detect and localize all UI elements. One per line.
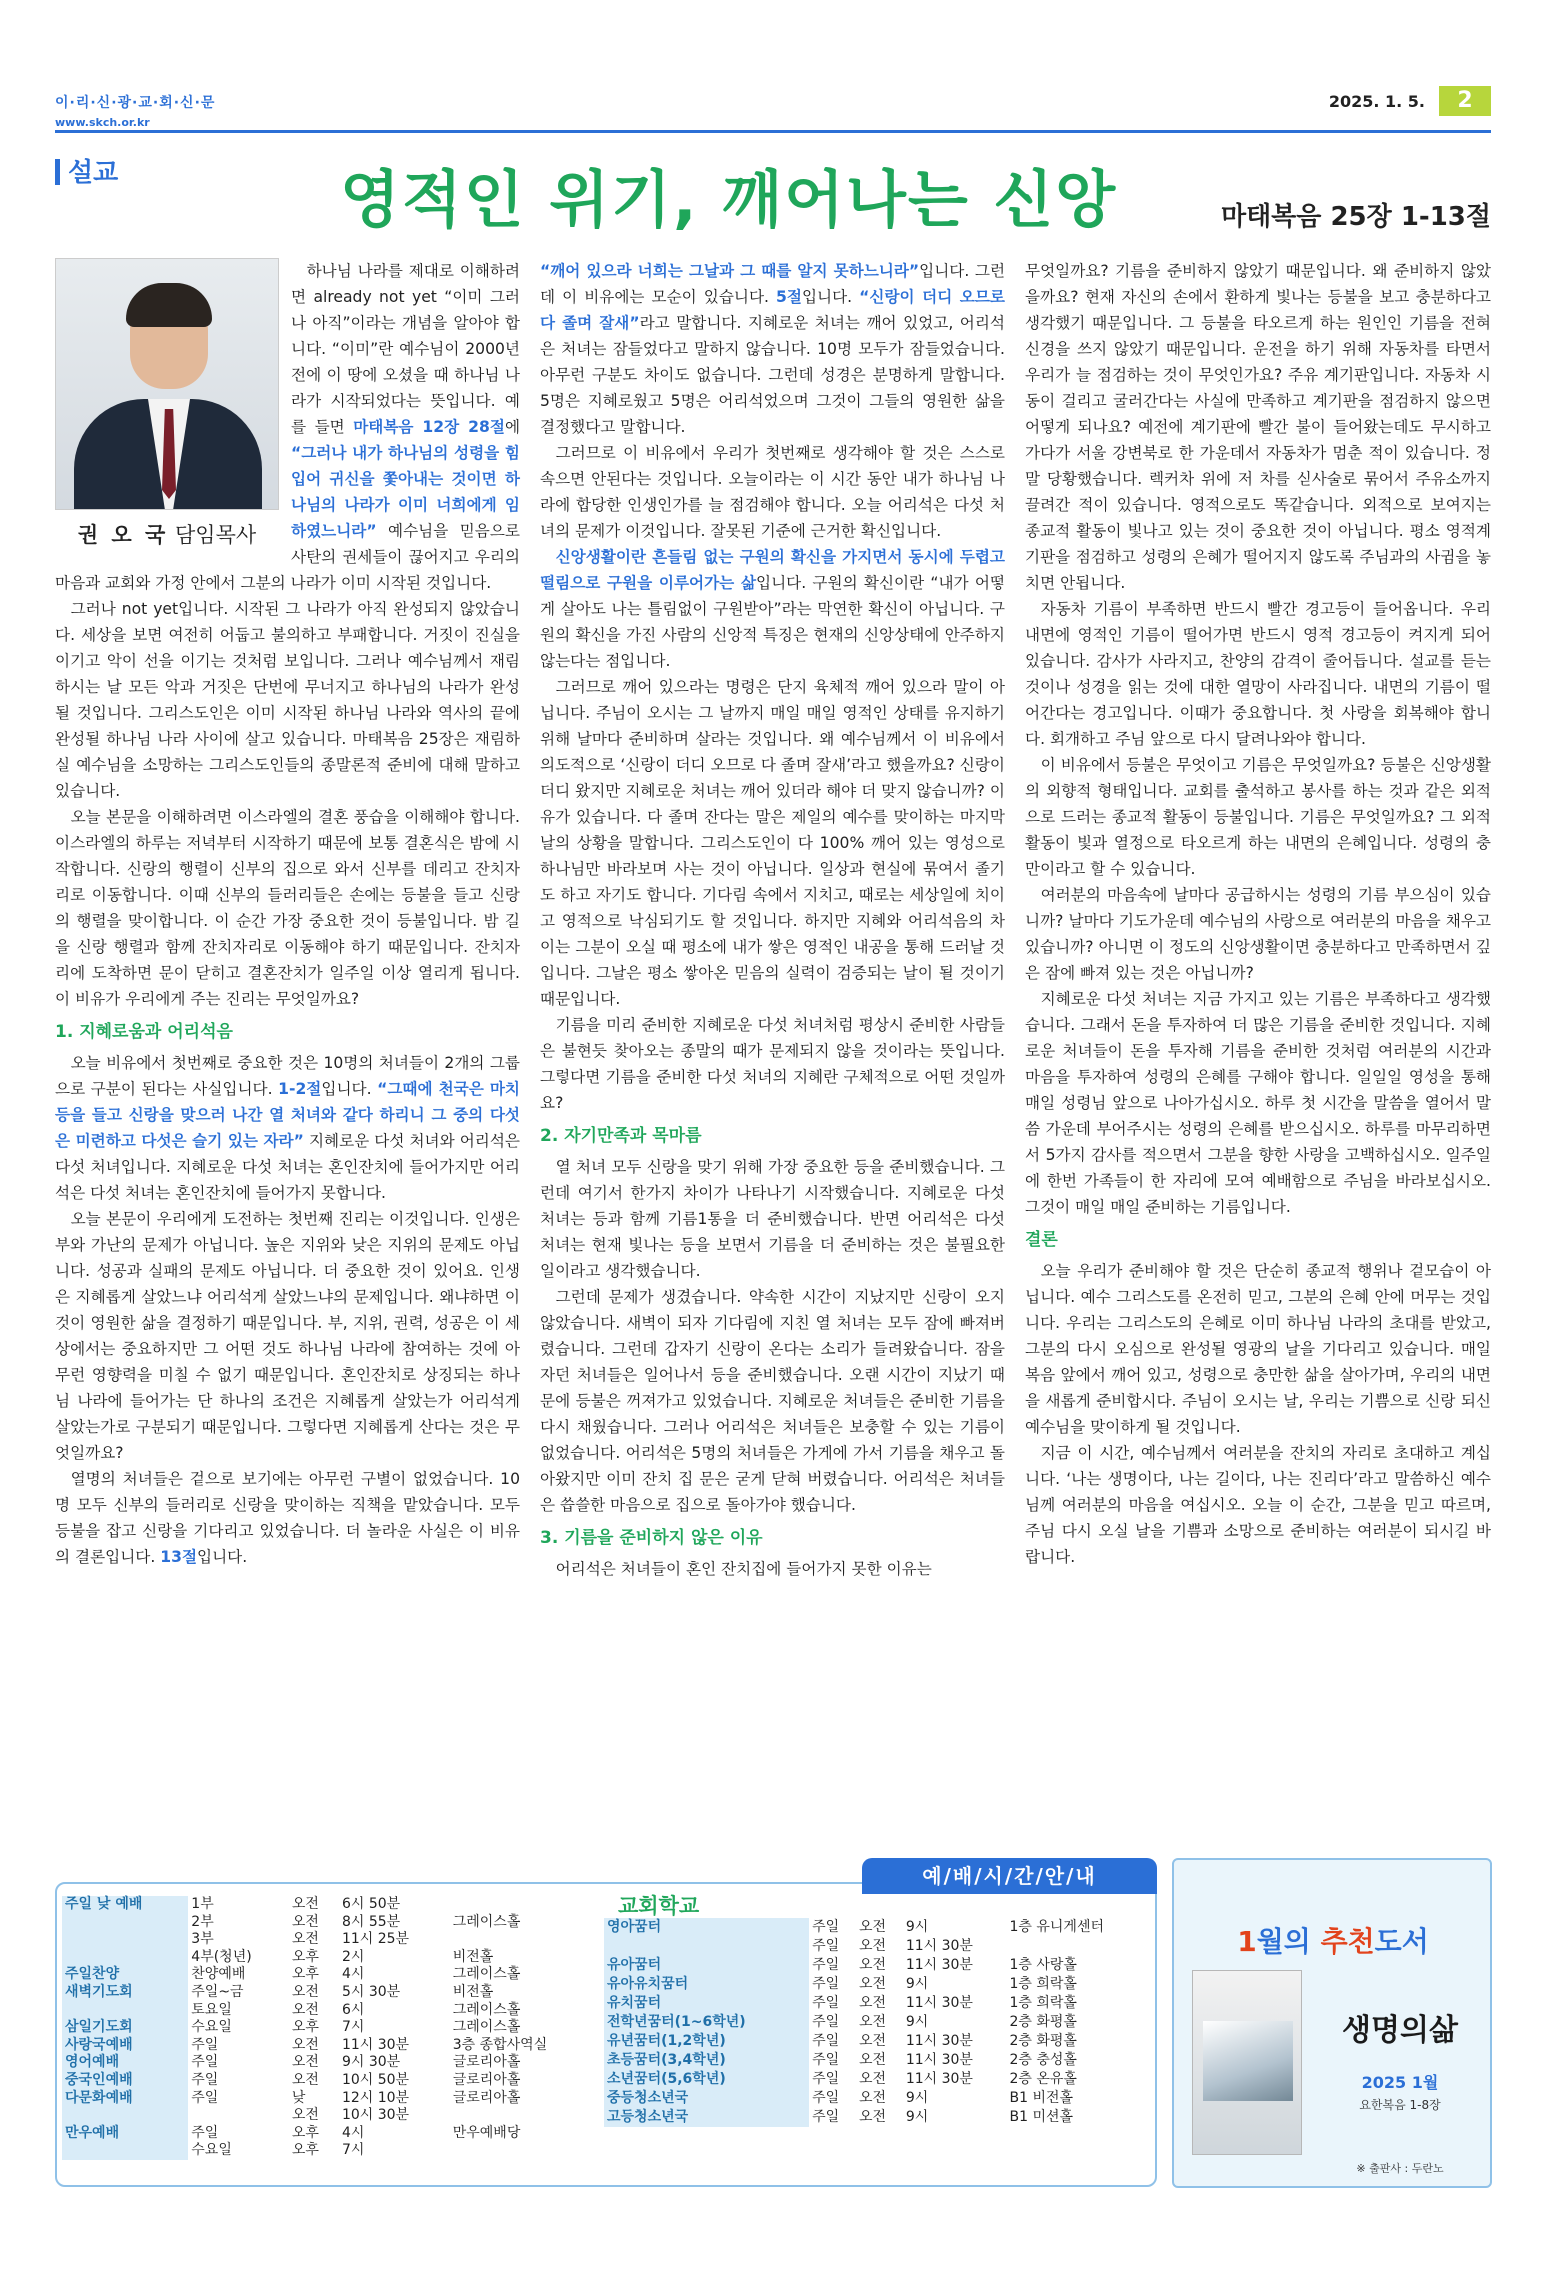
schedule-cell-sub: 주일~금 <box>191 1983 244 2000</box>
schedule-cell-svc: 유치꿈터 <box>604 1994 809 2013</box>
paragraph: 어리석은 처녀들이 혼인 잔치집에 들어가지 못한 이유는 <box>555 1560 932 1578</box>
subheading: 결론 <box>1025 1230 1058 1250</box>
paragraph: 그러므로 이 비유에서 우리가 첫번째로 생각해야 할 것은 스스로 속으면 안된다는 것입니다. 오늘이라는 이 시간 동안 내가 하나님 나라에 합당한 인생인가를 늘 점검해야 합니다. 오늘 어리석은 다섯 처녀의 문제가 이것입니다. 잘못된 기준에 근거한 확신입니다. <box>540 444 1005 540</box>
schedule-row <box>62 2125 602 2143</box>
schedule-cell-svc: 전학년꿈터(1~6학년) <box>604 2013 809 2032</box>
schedule-cell-time: 11시 30분 <box>905 1938 973 1954</box>
schedule-cell-time: 9시 30분 <box>341 2054 401 2071</box>
worship-schedule-tab: 예/배/시/간/안/내 <box>862 1858 1157 1894</box>
schedule-cell-svc: 사랑국예배 <box>62 2037 188 2055</box>
schedule-cell-day: 주일 <box>812 2014 840 2030</box>
bible-ref: 1-2절 <box>278 1080 322 1098</box>
schedule-cell-day: 주일 <box>812 2033 840 2049</box>
schedule-cell-time: 11시 25분 <box>341 1931 410 1948</box>
schedule-cell-sub: 3부 <box>191 1931 214 1948</box>
issue-date: 2025. 1. 5. <box>1328 92 1425 111</box>
schedule-cell-svc <box>62 2002 188 2020</box>
schedule-cell-place <box>450 2142 602 2160</box>
schedule-cell-sub: 주일 <box>191 2071 219 2088</box>
schedule-row <box>62 2072 602 2090</box>
section-bar <box>55 159 60 185</box>
highlight-sentence: 신앙생활이란 흔들림 없는 구원의 확신을 가지면서 동시에 두렵고 떨림으로 구원을 이루어가는 삶 <box>540 548 1005 592</box>
schedule-row <box>604 1937 1149 1956</box>
schedule-cell-day: 주일 <box>812 2090 840 2106</box>
paragraph: 그러나 not yet입니다. 시작된 그 나라가 아직 완성되지 않았습니다. 세상을 보면 여전히 어둡고 불의하고 부패합니다. 거짓이 진실을 이기고 악이 선을 이기는 것처럼 보입니다. 그러나 예수님께서 재림하시는 날 모든 악과 거짓은 단번에 무너지고 하나님의 나라가 완성될 것입니다. 그리스도인은 이미 시작된 하나님 나라와 역사의 끝에 완성될 하나님 나라 사이에 살고 있습니다. 마태복음 25장은 재림하실 예수님을 소망하는 그리스도인들의 종말론적 준비에 대해 말하고 있습니다. <box>55 600 520 800</box>
paragraph: 오늘 비유에서 첫번째로 중요한 것은 10명의 처녀들이 2개의 그룹으로 구분이 된다는 사실입니다. 1-2절입니다. “그때에 천국은 마치 등을 들고 신랑을 맞으러 나간 열 처녀와 같다 하리니 그 중의 다섯은 미련하고 다섯은 슬기 있는 자라” 지혜로운 다섯 처녀와 어리석은 다섯 처녀입니다. 지혜로운 다섯 처녀는 혼인잔치에 들어가지만 어리석은 다섯 처녀는 혼인잔치에 들어가지 못합니다. <box>55 1054 520 1202</box>
newspaper-header <box>55 88 1491 129</box>
church-school-table <box>604 1918 1149 2127</box>
paragraph: 여러분의 마음속에 날마다 공급하시는 성령의 기름 부으심이 있습니까? 날마다 기도가운데 예수님의 사랑으로 여러분의 마음을 채우고 있습니까? 아니면 이 정도의 신앙생활이면 충분하다고 만족하면서 깊은 잠에 빠져 있는 것은 아닙니까? <box>1025 886 1491 982</box>
church-school-title: 교회학교 <box>618 1894 700 1918</box>
schedule-cell-svc: 만우예배 <box>62 2125 188 2143</box>
paragraph: 자동차 기름이 부족하면 반드시 빨간 경고등이 들어옵니다. 우리 내면에 영적인 기름이 떨어가면 반드시 영적 경고등이 켜지게 되어 있습니다. 감사가 사라지고, 찬양의 감격이 줄어듭니다. 설교를 듣는 것이나 성경을 읽는 것에 대한 열망이 사라집니다. 내면의 기름이 떨어간다는 경고입니다. 이때가 중요합니다. 첫 사랑을 회복해야 합니다. 회개하고 주님 앞으로 다시 달려나와야 합니다. <box>1025 600 1491 748</box>
schedule-cell-place: 2층 화평홀 <box>1009 2033 1077 2049</box>
schedule-row <box>62 1914 602 1932</box>
schedule-cell-ampm: 오전 <box>858 2014 887 2030</box>
schedule-cell-ampm: 오후 <box>291 2124 319 2141</box>
schedule-cell-ampm: 오전 <box>858 1957 887 1973</box>
schedule-cell-ampm: 오전 <box>858 2109 887 2125</box>
paragraph: “깨어 있으라 너희는 그날과 그 때를 알지 못하느니라”입니다. 그런데 이 비유에는 모순이 있습니다. 5절입니다. “신랑이 더디 오므로 다 졸며 잘새”라고 말합니다. 지혜로운 처녀는 깨어 있었고, 어리석은 처녀는 잠들었다고 말하지 않습니다. 10명 모두가 잠들었습니다. 아무런 구분도 차이도 없습니다. 그런데 성경은 분명하게 말합니다. 5명은 지혜로웠고 5명은 어리석었으며 그것이 그들의 영원한 삶을 결정했다고 말합니다. <box>540 262 1006 436</box>
schedule-cell-day: 주일 <box>812 1995 840 2011</box>
schedule-cell-time: 12시 10분 <box>341 2089 410 2106</box>
paper-url[interactable]: www.skch.or.kr <box>55 116 150 129</box>
schedule-cell-ampm: 오전 <box>291 1983 319 2000</box>
book-month: 2025 1월 <box>1361 2073 1439 2092</box>
schedule-cell-place <box>450 1896 602 1914</box>
schedule-cell-sub <box>188 2107 289 2125</box>
schedule-cell-place: 1층 유니게센터 <box>1009 1919 1104 1935</box>
schedule-cell-svc: 영어예배 <box>62 2054 188 2072</box>
schedule-cell-sub: 수요일 <box>191 2142 232 2159</box>
subheading: 3. 기름을 준비하지 않은 이유 <box>540 1528 763 1548</box>
schedule-cell-sub: 주일 <box>191 2089 219 2106</box>
paragraph: 오늘 본문이 우리에게 도전하는 첫번째 진리는 이것입니다. 인생은 부와 가난의 문제가 아닙니다. 높은 지위와 낮은 지위의 문제도 아닙니다. 성공과 실패의 문제도 아닙니다. 더 중요한 것이 있어요. 인생은 지혜롭게 살았느냐 어리석게 살았느냐의 문제입니다. 왜냐하면 이것이 영원한 삶을 결정하기 때문입니다. 부, 지위, 권력, 성공은 이 세상에서는 중요하지만 그 어떤 것도 하나님 나라에 참여하는 것에 아무런 영향력을 미칠 수 없기 때문입니다. 혼인잔치로 상징되는 하나님 나라에 들어가는 단 하나의 조건은 지혜롭게 살았는가 어리석게 살았는가로 구분되기 때문입니다. 그렇다면 지혜롭게 산다는 것은 무엇일까요? <box>55 1210 520 1462</box>
schedule-cell-svc: 유아유치꿈터 <box>604 1975 809 1994</box>
schedule-cell-ampm: 오전 <box>858 1976 887 1992</box>
schedule-cell-place: 글로리아홀 <box>452 2089 521 2106</box>
paragraph: 지혜로운 다섯 처녀는 지금 가지고 있는 기름은 부족하다고 생각했습니다. 그래서 돈을 투자하여 더 많은 기름을 준비한 것입니다. 지혜로운 처녀들이 돈을 투자해 기름을 준비한 것처럼 여러분의 시간과 마음을 투자하여 성령의 은혜를 구해야 합니다. 일일일 영성을 통해 매일 성령님 앞으로 나아가십시오. 하루 첫 시간을 말씀을 열어서 말씀 가운데 부어주시는 성령의 은혜를 받으십시오. 하루를 마무리하면서 5가지 감사를 적으면서 그분을 향한 사랑을 고백하십시오. 일주일에 한번 가족들이 한 자리에 모여 예배함으로 주님을 바라보십시오. 그것이 매일 매일 준비하는 기름입니다. <box>1025 990 1491 1216</box>
schedule-cell-ampm: 오전 <box>291 1931 319 1948</box>
pastor-caption <box>55 522 279 548</box>
section-label-text: 설교 <box>68 158 119 188</box>
schedule-row <box>604 2013 1149 2032</box>
schedule-cell-svc: 고등청소년국 <box>604 2108 809 2127</box>
schedule-cell-ampm: 오전 <box>858 2071 887 2087</box>
scripture-reference: 마태복음 25장 1-13절 <box>1220 202 1491 232</box>
worship-schedule-table <box>62 1896 602 2160</box>
schedule-cell-place: 2층 온유홀 <box>1009 2071 1077 2087</box>
schedule-cell-time: 11시 30분 <box>905 2052 973 2068</box>
schedule-row <box>604 2070 1149 2089</box>
paragraph: 지금 이 시간, 예수님께서 여러분을 잔치의 자리로 초대하고 계십니다. ‘나는 생명이다, 나는 길이다, 나는 진리다’라고 말씀하신 예수님께 여러분의 마음을 여십시오. 오늘 이 순간, 그분을 믿고 따르며, 주님 다시 오실 날을 기쁨과 소망으로 준비하는 여러분이 되시길 바랍니다. <box>1025 1444 1491 1566</box>
schedule-cell-svc: 중등청소년국 <box>604 2089 809 2108</box>
schedule-cell-time: 7시 <box>341 2019 365 2036</box>
schedule-row <box>62 2002 602 2020</box>
schedule-cell-time: 2시 <box>341 1948 365 1965</box>
schedule-cell-place <box>450 1931 602 1949</box>
schedule-cell-ampm: 오전 <box>858 1938 887 1954</box>
schedule-cell-time: 4시 <box>341 2124 365 2141</box>
schedule-cell-day: 주일 <box>812 1919 840 1935</box>
schedule-cell-ampm: 오전 <box>291 1896 319 1912</box>
schedule-cell-svc: 주일 낮 예배 <box>62 1896 188 1914</box>
schedule-cell-sub: 찬양예배 <box>191 1966 246 1983</box>
article-column-2 <box>540 258 1005 1582</box>
subheading: 1. 지혜로움과 어리석음 <box>55 1022 233 1042</box>
schedule-cell-time: 6시 <box>341 2001 365 2018</box>
book-cover-image <box>1192 1970 1302 2155</box>
schedule-cell-ampm: 오전 <box>291 2036 319 2053</box>
schedule-cell-svc <box>62 2107 188 2125</box>
pastor-photo <box>55 258 279 510</box>
schedule-cell-ampm: 오전 <box>858 1995 887 2011</box>
paragraph: 신앙생활이란 흔들림 없는 구원의 확신을 가지면서 동시에 두렵고 떨림으로 구원을 이루어가는 삶입니다. 구원의 확신이란 “내가 어떻게 살아도 나는 틀림없이 구원받아”라는 막연한 확신이 아닙니다. 구원의 확신을 가진 사람의 신앙적 특징은 현재의 신앙상태에 안주하지 않는다는 점입니다. <box>540 548 1005 670</box>
bible-quote: “그러나 내가 하나님의 성령을 힘입어 귀신을 쫓아내는 것이면 하나님의 나라가 이미 너희에게 임하였느니라” <box>291 444 520 540</box>
schedule-cell-time: 11시 30분 <box>905 2071 973 2087</box>
schedule-cell-day: 주일 <box>812 2052 840 2068</box>
schedule-cell-day: 주일 <box>812 1938 840 1954</box>
schedule-cell-sub: 수요일 <box>191 2019 232 2036</box>
schedule-cell-svc: 중국인예배 <box>62 2072 188 2090</box>
bible-quote: “깨어 있으라 너희는 그날과 그 때를 알지 못하느니라” <box>540 262 920 280</box>
schedule-cell-svc: 영아꿈터 <box>604 1918 809 1937</box>
section-label <box>55 152 118 189</box>
schedule-row <box>62 1896 602 1914</box>
schedule-cell-time: 4시 <box>341 1966 365 1983</box>
book-publisher: ※ 출판사 : 두란노 <box>1356 2162 1444 2175</box>
schedule-row <box>604 1956 1149 1975</box>
schedule-cell-ampm: 오전 <box>858 1919 887 1935</box>
bible-quote: “신랑이 더디 오므로 다 졸며 잘새” <box>540 288 1005 332</box>
book-title: 생명의삶 <box>1342 2013 1458 2048</box>
schedule-cell-sub: 주일 <box>191 2036 219 2053</box>
schedule-row <box>62 2019 602 2037</box>
schedule-cell-place <box>1006 1937 1149 1956</box>
schedule-cell-place: 글로리아홀 <box>452 2071 521 2088</box>
schedule-cell-svc: 새벽기도회 <box>62 1984 188 2002</box>
schedule-cell-svc: 주일찬양 <box>62 1966 188 1984</box>
page-number-badge: 2 <box>1439 86 1491 116</box>
schedule-row <box>62 2107 602 2125</box>
bible-ref: 5절 <box>776 288 802 306</box>
pastor-name: 권 오 국 <box>77 523 169 547</box>
schedule-cell-place: 3층 종합사역실 <box>452 2036 548 2053</box>
bible-ref: 13절 <box>160 1548 198 1566</box>
paragraph: 이 비유에서 등불은 무엇이고 기름은 무엇일까요? 등불은 신앙생활의 외향적 형태입니다. 교회를 출석하고 봉사를 하는 것과 같은 외적으로 드러는 종교적 활동이 등불입니다. 기름은 무엇일까요? 그 외적 활동이 빛과 열정으로 타오르게 하는 내면의 은혜입니다. 성령의 충만이라고 할 수 있습니다. <box>1025 756 1491 878</box>
schedule-row <box>62 1966 602 1984</box>
paragraph: 그러므로 깨어 있으라는 명령은 단지 육체적 깨어 있으라 말이 아닙니다. 주님이 오시는 그 날까지 매일 매일 영적인 상태를 유지하기 위해 날마다 준비하며 살라는 것입니다. 왜 예수님께서 이 비유에서 의도적으로 ‘신랑이 더디 오므로 다 졸며 잘새’라고 했을까요? 신랑이 더디 왔지만 지혜로운 처녀는 깨어 있더라 해야 더 맞지 않습니까? 이유가 있습니다. 다 졸며 잔다는 말은 제일의 예수를 맞이하는 마지막 날의 상황을 말합니다. 그리스도인이 다 100% 깨어 있는 영성으로 하나님만 바라보며 사는 것이 아닙니다. 일상과 현실에 묶여서 졸기도 하고 자기도 합니다. 기다림 속에서 지치고, 때로는 세상일에 치이고 영적으로 낙심되기도 할 것입니다. 하지만 지혜와 어리석음의 차이는 그분이 오실 때 평소에 내가 쌓은 영적인 내공을 통해 드러날 것입니다. 그날은 평소 쌓아온 믿음의 실력이 검증되는 날이 될 것이기 때문입니다. <box>540 678 1005 1008</box>
schedule-cell-ampm: 오전 <box>858 2052 887 2068</box>
schedule-cell-place: 2층 충성홀 <box>1009 2052 1077 2068</box>
schedule-cell-time: 11시 30분 <box>905 1995 973 2011</box>
paragraph: 그런데 문제가 생겼습니다. 약속한 시간이 지났지만 신랑이 오지 않았습니다. 새벽이 되자 기다림에 지친 열 처녀는 모두 잠에 빠져버렸습니다. 그런데 갑자기 신랑이 온다는 소리가 들려왔습니다. 잠을 자던 처녀들은 일어나서 등을 준비했습니다. 오랜 시간이 지났기 때문에 등불은 꺼져가고 있었습니다. 지혜로운 처녀들은 준비한 기름을 다시 채웠습니다. 그러나 어리석은 처녀들은 보충할 수 있는 기름이 없었습니다. 어리석은 5명의 처녀들은 가게에 가서 기름을 채우고 돌아왔지만 이미 잔치 집 문은 굳게 닫혀 버렸습니다. 어리석은 처녀들은 씁쓸한 마음으로 집으로 돌아가야 했습니다. <box>540 1288 1005 1514</box>
schedule-cell-place: 그레이스홀 <box>452 1913 521 1930</box>
schedule-cell-sub: 4부(청년) <box>191 1948 252 1965</box>
paragraph: 열 처녀 모두 신랑을 맞기 위해 가장 중요한 등을 준비했습니다. 그런데 여기서 한가지 차이가 나타나기 시작했습니다. 지혜로운 다섯 처녀는 등과 함께 기름1통을 더 준비했습니다. 반면 어리석은 다섯 처녀는 현재 빛나는 등을 보면서 기름을 더 준비하는 것은 불필요한 일이라고 생각했습니다. <box>540 1158 1005 1280</box>
schedule-cell-svc <box>604 1937 809 1956</box>
schedule-cell-svc: 유아꿈터 <box>604 1956 809 1975</box>
schedule-cell-sub: 2부 <box>191 1913 214 1930</box>
schedule-cell-ampm: 오전 <box>291 2071 319 2088</box>
schedule-cell-sub: 주일 <box>191 2124 219 2141</box>
schedule-cell-time: 11시 30분 <box>905 1957 973 1973</box>
schedule-cell-place: 만우예배당 <box>452 2124 521 2141</box>
schedule-row <box>62 1949 602 1967</box>
schedule-cell-ampm: 오전 <box>858 2033 887 2049</box>
schedule-cell-day: 주일 <box>812 2071 840 2087</box>
paper-name: 이·리·신·광·교·회·신·문 <box>55 95 216 111</box>
schedule-cell-svc: 소년꿈터(5,6학년) <box>604 2070 809 2089</box>
schedule-cell-ampm: 오후 <box>291 1966 319 1983</box>
schedule-row <box>604 1918 1149 1937</box>
schedule-cell-place: 1층 사랑홀 <box>1009 1957 1077 1973</box>
paragraph: 하나님 나라를 제대로 이해하려면 already not yet “이미 그러나 아직”이라는 개념을 알아야 합니다. “이미”란 예수님이 2000년 전에 이 땅에 오셨을 때 하나님 나라가 시작되었다는 뜻입니다. 예를 들면 마태복음 12장 28절에 “그러나 내가 하나님의 성령을 힘입어 귀신을 쫓아내는 것이면 하나님의 나라가 이미 너희에게 임하였느니라” 예수님을 믿음으로 사탄의 권세들이 끊어지고 우리의 마음과 교회와 가정 안에서 그분의 나라가 이미 시작된 것입니다. <box>55 262 521 592</box>
schedule-cell-ampm: 오후 <box>291 2019 319 2036</box>
schedule-cell-ampm: 오후 <box>291 2142 319 2159</box>
schedule-cell-time: 9시 <box>905 2109 929 2125</box>
paragraph: 열명의 처녀들은 겉으로 보기에는 아무런 구별이 없었습니다. 10명 모두 신부의 들러리로 신랑을 맞이하는 직책을 맡았습니다. 모두 등불을 잡고 신랑을 기다리고 있었습니다. 더 놀라운 사실은 이 비유의 결론입니다. 13절입니다. <box>55 1470 520 1566</box>
schedule-cell-place: 그레이스홀 <box>452 2019 521 2036</box>
schedule-cell-day: 주일 <box>812 1957 840 1973</box>
schedule-cell-ampm: 오전 <box>291 2001 319 2018</box>
schedule-cell-svc <box>62 2142 188 2160</box>
schedule-cell-place: B1 비전홀 <box>1009 2090 1074 2106</box>
schedule-cell-ampm: 오전 <box>291 1913 319 1930</box>
schedule-row <box>62 2037 602 2055</box>
schedule-row <box>604 2051 1149 2070</box>
recommended-book-heading: 1월의 추천도서 <box>1237 1925 1429 1958</box>
schedule-cell-time: 10시 30분 <box>341 2107 410 2124</box>
schedule-cell-time: 9시 <box>905 1976 929 1992</box>
bible-quote: “그때에 천국은 마치 등을 들고 신랑을 맞으러 나간 열 처녀와 같다 하리니 그 중의 다섯은 미련하고 다섯은 슬기 있는 자라” <box>55 1080 520 1150</box>
schedule-row <box>604 2108 1149 2127</box>
schedule-cell-ampm: 오전 <box>291 2054 319 2071</box>
schedule-cell-day: 주일 <box>812 1976 840 1992</box>
schedule-row <box>62 2054 602 2072</box>
schedule-cell-place: 그레이스홀 <box>452 2001 521 2018</box>
schedule-cell-sub: 토요일 <box>191 2001 232 2018</box>
schedule-row <box>62 1931 602 1949</box>
schedule-cell-place: 1층 희락홀 <box>1009 1976 1077 1992</box>
schedule-row <box>604 2032 1149 2051</box>
schedule-cell-time: 8시 55분 <box>341 1913 401 1930</box>
article-column-3 <box>1025 258 1491 1570</box>
schedule-cell-place: 그레이스홀 <box>452 1966 521 1983</box>
article-column-1 <box>55 258 520 1570</box>
schedule-cell-svc <box>62 1914 188 1932</box>
paragraph: 기름을 미리 준비한 지혜로운 다섯 처녀처럼 평상시 준비한 사람들은 불현듯 찾아오는 종말의 때가 문제되지 않을 것이라는 뜻입니다. 그렇다면 기름을 준비한 다섯 처녀의 지혜란 구체적으로 어떤 것일까요? <box>540 1016 1005 1112</box>
schedule-cell-svc: 삼일기도회 <box>62 2019 188 2037</box>
schedule-cell-svc: 다문화예배 <box>62 2090 188 2108</box>
schedule-cell-sub: 1부 <box>191 1896 214 1912</box>
schedule-cell-place: B1 미션홀 <box>1009 2109 1074 2125</box>
schedule-cell-place: 비전홀 <box>452 1948 494 1965</box>
schedule-row <box>604 2089 1149 2108</box>
paragraph: 무엇일까요? 기름을 준비하지 않았기 때문입니다. 왜 준비하지 않았을까요? 현재 자신의 손에서 환하게 빛나는 등불을 보고 충분하다고 생각했기 때문입니다. 그 등불을 타오르게 하는 원인인 기름을 전혀 신경을 쓰지 않았기 때문입니다. 운전을 하기 위해 자동차를 타면서 우리가 늘 점검하는 것이 무엇인가요? 주유 계기판입니다. 자동차 시동이 걸리고 굴러간다는 사실에 만족하고 계기판을 점검하지 않으면 어떻게 되나요? 예전에 계기판에 빨간 불이 들어왔는데도 무시하고 가다가 서울 강변북로 한 가운데서 자동차가 멈춘 적이 있습니다. 정말 당황했습니다. 렉커차 위에 저 차를 싣사술로 묶어서 주유소까지 끌려간 적이 있습니다. 영적으로도 똑같습니다. 외적으로 보여지는 종교적 활동이 빛나고 있는 것이 중요한 것이 아닙니다. 평소 영적계기판을 점검하고 성령의 은혜가 떨어지지 않도록 주님과의 사귐을 놓치면 안됩니다. <box>1025 262 1491 592</box>
schedule-cell-time: 6시 50분 <box>341 1896 401 1912</box>
schedule-cell-time: 9시 <box>905 1919 929 1935</box>
header-divider <box>55 130 1491 133</box>
schedule-cell-time: 11시 30분 <box>341 2036 410 2053</box>
schedule-cell-ampm: 낮 <box>291 2089 306 2106</box>
schedule-row <box>604 1994 1149 2013</box>
schedule-cell-svc: 유년꿈터(1,2학년) <box>604 2032 809 2051</box>
bible-ref: 마태복음 12장 28절 <box>353 418 505 436</box>
pastor-role: 담임목사 <box>175 523 257 547</box>
paragraph: 오늘 본문을 이해하려면 이스라엘의 결혼 풍습을 이해해야 합니다. 이스라엘의 하루는 저녁부터 시작하기 때문에 보통 결혼식은 밤에 시작합니다. 신랑의 행렬이 신부의 집으로 와서 신부를 데리고 잔치자리로 이동합니다. 이때 신부의 들러리들은 손에는 등불을 들고 신랑의 행렬을 맞이합니다. 이 순간 가장 중요한 것이 등불입니다. 밤 길을 신랑 행렬과 함께 잔치자리로 이동해야 하기 때문입니다. 잔치자리에 도착하면 문이 닫히고 결혼잔치가 일주일 이상 열리게 됩니다. 이 비유가 우리에게 주는 진리는 무엇일까요? <box>55 808 520 1008</box>
schedule-cell-place: 1층 희락홀 <box>1009 1995 1077 2011</box>
schedule-cell-svc <box>62 1931 188 1949</box>
schedule-cell-time: 10시 50분 <box>341 2071 410 2088</box>
schedule-cell-time: 5시 30분 <box>341 1983 401 2000</box>
schedule-cell-sub: 주일 <box>191 2054 219 2071</box>
schedule-cell-svc <box>62 1949 188 1967</box>
schedule-cell-day: 주일 <box>812 2109 840 2125</box>
schedule-cell-place: 2층 화평홀 <box>1009 2014 1077 2030</box>
subheading: 2. 자기만족과 목마름 <box>540 1126 702 1146</box>
book-reference: 요한복음 1-8장 <box>1359 2098 1441 2112</box>
schedule-row <box>62 2090 602 2108</box>
schedule-row <box>62 2142 602 2160</box>
schedule-cell-place: 비전홀 <box>452 1983 494 2000</box>
schedule-cell-place: 글로리아홀 <box>452 2054 521 2071</box>
sermon-title: 영적인 위기, 깨어나는 신앙 <box>340 163 1118 236</box>
schedule-cell-ampm: 오전 <box>291 2107 319 2124</box>
schedule-cell-svc: 초등꿈터(3,4학년) <box>604 2051 809 2070</box>
schedule-cell-time: 9시 <box>905 2014 929 2030</box>
pastor-photo-box <box>55 258 279 560</box>
schedule-cell-ampm: 오후 <box>291 1948 319 1965</box>
schedule-cell-time: 11시 30분 <box>905 2033 973 2049</box>
paragraph: 오늘 우리가 준비해야 할 것은 단순히 종교적 행위나 겉모습이 아닙니다. 예수 그리스도를 온전히 믿고, 그분의 은혜 안에 머무는 것입니다. 우리는 그리스도의 은혜로 이미 하나님 나라의 초대를 받았고, 그분의 다시 오심으로 완성될 영광의 날을 기다리고 있습니다. 매일 복음 앞에서 깨어 있고, 성령으로 충만한 삶을 살아가며, 우리의 내면을 새롭게 준비합시다. 주님이 오시는 날, 우리는 기쁨으로 신랑 되신 예수님을 맞이하게 될 것입니다. <box>1025 1262 1491 1436</box>
schedule-row <box>604 1975 1149 1994</box>
schedule-cell-place <box>450 2107 602 2125</box>
schedule-row <box>62 1984 602 2002</box>
schedule-cell-ampm: 오전 <box>858 2090 887 2106</box>
schedule-cell-time: 9시 <box>905 2090 929 2106</box>
schedule-cell-time: 7시 <box>341 2142 365 2159</box>
